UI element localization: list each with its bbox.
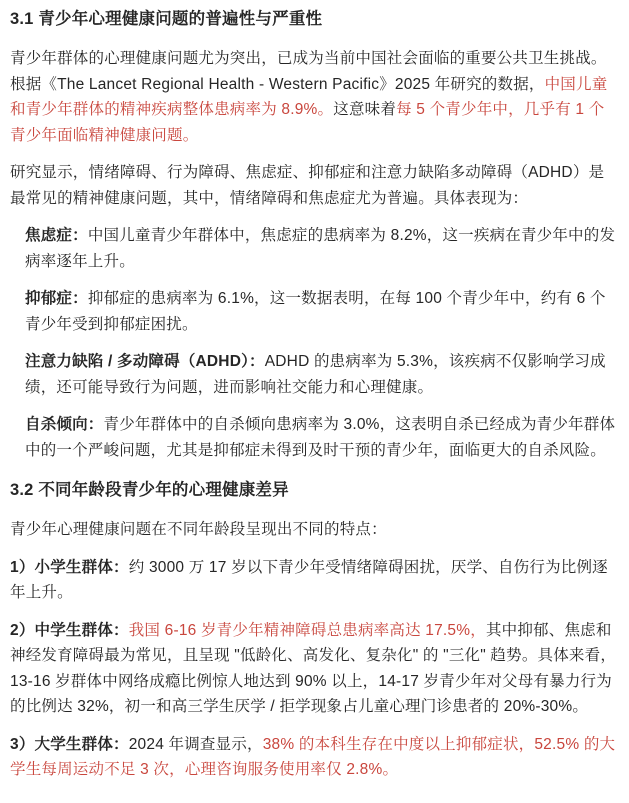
text-run: 中国儿童青少年群体中，焦虑症的患病率为 8.2%，这一疾病在青少年中的发病率逐年上升。: [25, 227, 616, 270]
text-run: 青少年群体中的自杀倾向患病率为 3.0%，这表明自杀已经成为青少年群体中的一个严峻问题，尤其是抑郁症未得到及时干预的青少年，面临更大的自杀风险。: [25, 416, 616, 459]
paragraph: [10, 618, 617, 720]
paragraph: [10, 46, 617, 148]
paragraph: [10, 555, 617, 606]
text-run: 约 3000 万 17 岁以下青少年受情绪障碍困扰，厌学、自伤行为比例逐年上升。: [10, 558, 608, 601]
text-run: 研究显示，情绪障碍、行为障碍、焦虑症、抑郁症和注意力缺陷多动障碍（ADHD）是最常见的精神健康问题，其中，情绪障碍和焦虑症尤为普遍。具体表现为：: [10, 164, 605, 207]
text-run: 自杀倾向：: [25, 416, 104, 433]
paragraph: [25, 349, 617, 400]
text-run: ADHD 的患病率为 5.3%，该疾病不仅影响学习成绩，还可能导致行为问题，进而影响社交能力和心理健康。: [25, 353, 606, 396]
text-run: 其中抑郁、焦虑和神经发育障碍最为常见，且呈现 "低龄化、高发化、复杂化" 的 "三化" 趋势。具体来看，13-16 岁群体中网络成瘾比例惊人地达到 90% 以上，14-17 岁青少年对父母有暴力行为的比例达 32%，初一和高三学生厌学 / 拒学现象占儿童心理门诊患者的 20%-30%。: [10, 621, 617, 715]
text-run: 3.1 青少年心理健康问题的普遍性与严重性: [10, 10, 323, 28]
paragraph: [25, 412, 617, 463]
text-run: 抑郁症的患病率为 6.1%，这一数据表明，在每 100 个青少年中，约有 6 个青少年受到抑郁症困扰。: [25, 290, 606, 333]
text-run: 抑郁症：: [25, 290, 88, 307]
text-run: 这意味着: [333, 101, 397, 118]
text-run: 我国 6-16 岁青少年精神障碍总患病率高达 17.5%，: [128, 621, 486, 639]
text-run: 青少年心理健康问题在不同年龄段呈现出不同的特点：: [10, 521, 387, 538]
text-run: 1）小学生群体：: [10, 558, 129, 576]
paragraph: [25, 286, 617, 337]
text-run: 3.2 不同年龄段青少年的心理健康差异: [10, 481, 289, 499]
text-run: 2）中学生群体：: [10, 621, 129, 639]
section-heading: [10, 8, 617, 30]
paragraph: [10, 517, 617, 543]
paragraph: [10, 160, 617, 211]
text-run: 3）大学生群体：: [10, 735, 129, 753]
text-run: 每 5 个青少年中，几乎有 1 个青少年面临精神健康问题。: [10, 101, 605, 144]
paragraph: [25, 223, 617, 274]
text-run: 青少年群体的心理健康问题尤为突出，已成为当前中国社会面临的重要公共卫生挑战。根据《The Lancet Regional Health - Western Pacific》2025 年研究的数据，: [10, 50, 607, 93]
section-heading: [10, 479, 617, 501]
text-run: 38% 的本科生存在中度以上抑郁症状，52.5% 的大学生每周运动不足 3 次，心理咨询服务使用率仅 2.8%。: [10, 735, 616, 778]
text-run: 2024 年调查显示，: [128, 735, 263, 753]
text-run: 注意力缺陷 / 多动障碍（ADHD）：: [25, 353, 265, 370]
text-run: 中国儿童和青少年群体的精神疾病整体患病率为 8.9%。: [10, 75, 608, 118]
paragraph: [10, 732, 617, 783]
text-run: 焦虑症：: [25, 227, 88, 244]
